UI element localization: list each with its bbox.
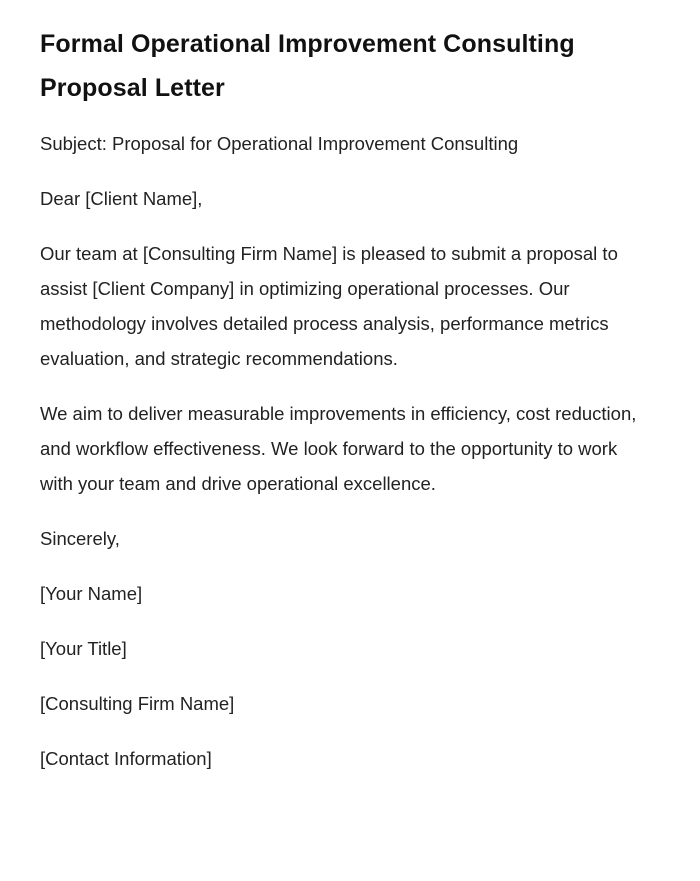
subject-line: Subject: Proposal for Operational Improvement Consulting xyxy=(40,133,519,154)
signature-firm-placeholder: [Consulting Firm Name] xyxy=(40,693,235,714)
signature-name-placeholder: [Your Name] xyxy=(40,583,143,604)
body-paragraph-2: We aim to deliver measurable improvements in efficiency, cost reduction, and workflow effectiveness. We look forward to the opportunity to work with your team and drive operational excellence. xyxy=(40,403,637,494)
signature-title-placeholder: [Your Title] xyxy=(40,638,127,659)
salutation: Dear [Client Name], xyxy=(40,188,203,209)
document-title: Formal Operational Improvement Consulting Proposal Letter xyxy=(40,30,575,102)
body-paragraph-1: Our team at [Consulting Firm Name] is pleased to submit a proposal to assist [Client Company] in optimizing operational processes. Our methodology involves detailed process analysis, performance metrics evaluation, and strategic recommendations. xyxy=(40,243,618,369)
closing-line: Sincerely, xyxy=(40,528,120,549)
signature-contact-placeholder: [Contact Information] xyxy=(40,748,212,769)
